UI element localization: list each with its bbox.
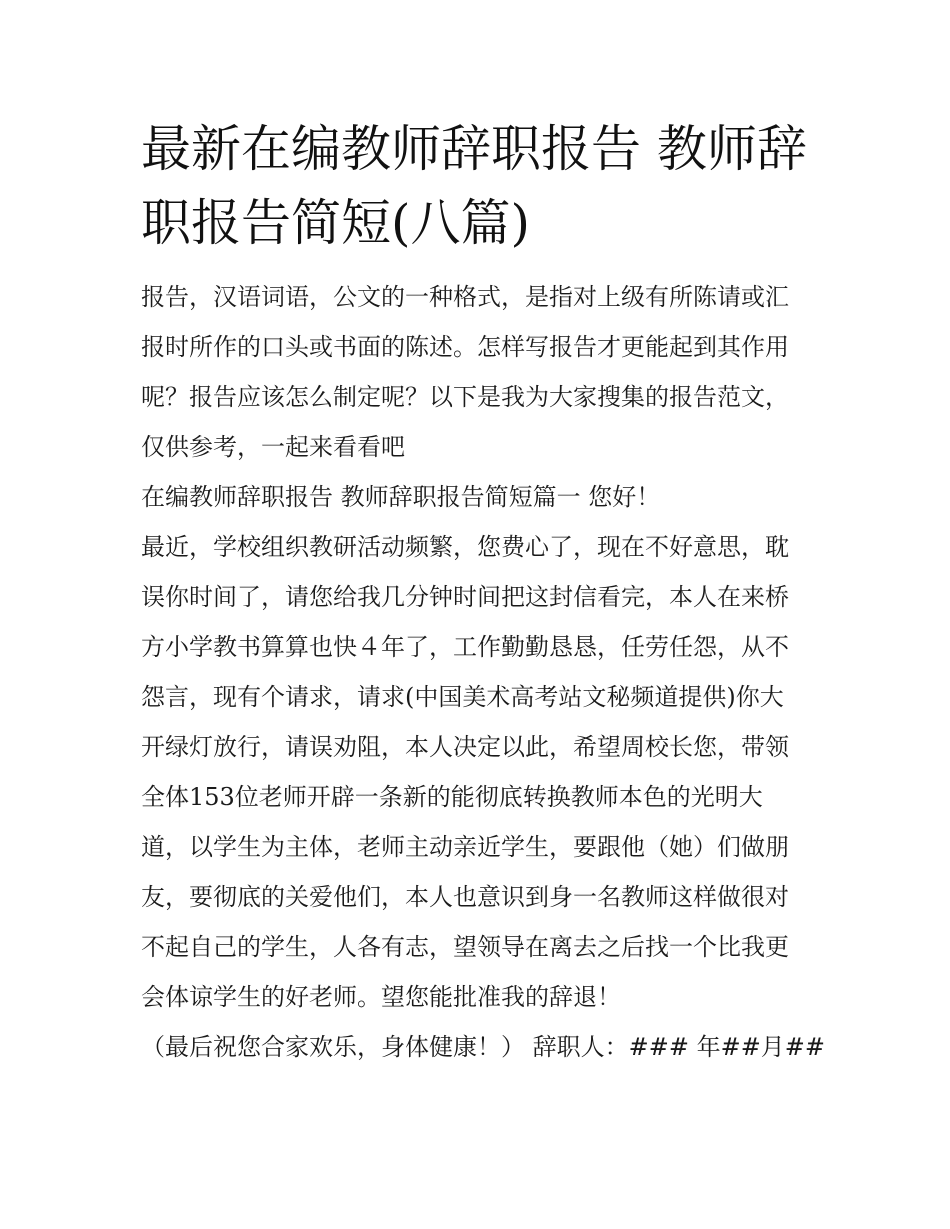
text-line: 误你时间了，请您给我几分钟时间把这封信看完，本人在来桥: [141, 583, 789, 611]
text-line: 怨言，现有个请求，请求(中国美术高考站文秘频道提供)你大: [141, 683, 784, 711]
text-line: 友，要彻底的关爱他们，本人也意识到身一名教师这样做很对: [141, 883, 789, 911]
text-line: 全体153位老师开辟一条新的能彻底转换教师本色的光明大: [141, 783, 763, 811]
text-line: 道，以学生为主体，老师主动亲近学生，要跟他（她）们做朋: [141, 833, 789, 861]
text-line: 不起自己的学生，人各有志，望领导在离去之后找一个比我更: [141, 933, 789, 961]
text-line: （最后祝您合家欢乐，身体健康！） 辞职人：### 年##月##: [141, 1033, 826, 1061]
closing-paragraph: [141, 1022, 826, 1072]
title-line: 职报告简短(八篇): [141, 194, 531, 252]
title-line: 最新在编教师辞职报告 教师辞: [141, 120, 807, 178]
text-line: 仅供参考，一起来看看吧: [141, 433, 405, 461]
text-line: 会体谅学生的好老师。望您能批准我的辞退！: [141, 983, 621, 1011]
text-line: 报时所作的口头或书面的陈述。怎样写报告才更能起到其作用: [141, 333, 789, 361]
text-line: 开绿灯放行，请误劝阻，本人决定以此，希望周校长您，带领: [141, 733, 789, 761]
section-heading-paragraph: [141, 472, 813, 522]
letter-body-paragraph: [141, 522, 813, 1022]
text-line: 方小学教书算算也快４年了，工作勤勤恳恳，任劳任怨，从不: [141, 633, 789, 661]
document-content: [141, 112, 826, 1072]
text-line: 报告，汉语词语，公文的一种格式，是指对上级有所陈请或汇: [141, 283, 789, 311]
text-line: 最近，学校组织教研活动频繁，您费心了，现在不好意思，耽: [141, 533, 789, 561]
text-line: 在编教师辞职报告 教师辞职报告简短篇一 您好！: [141, 483, 661, 511]
text-line: 呢？报告应该怎么制定呢？以下是我为大家搜集的报告范文，: [141, 383, 789, 411]
document-title: [141, 112, 813, 260]
intro-paragraph: [141, 272, 813, 472]
document-body: [141, 272, 826, 1072]
